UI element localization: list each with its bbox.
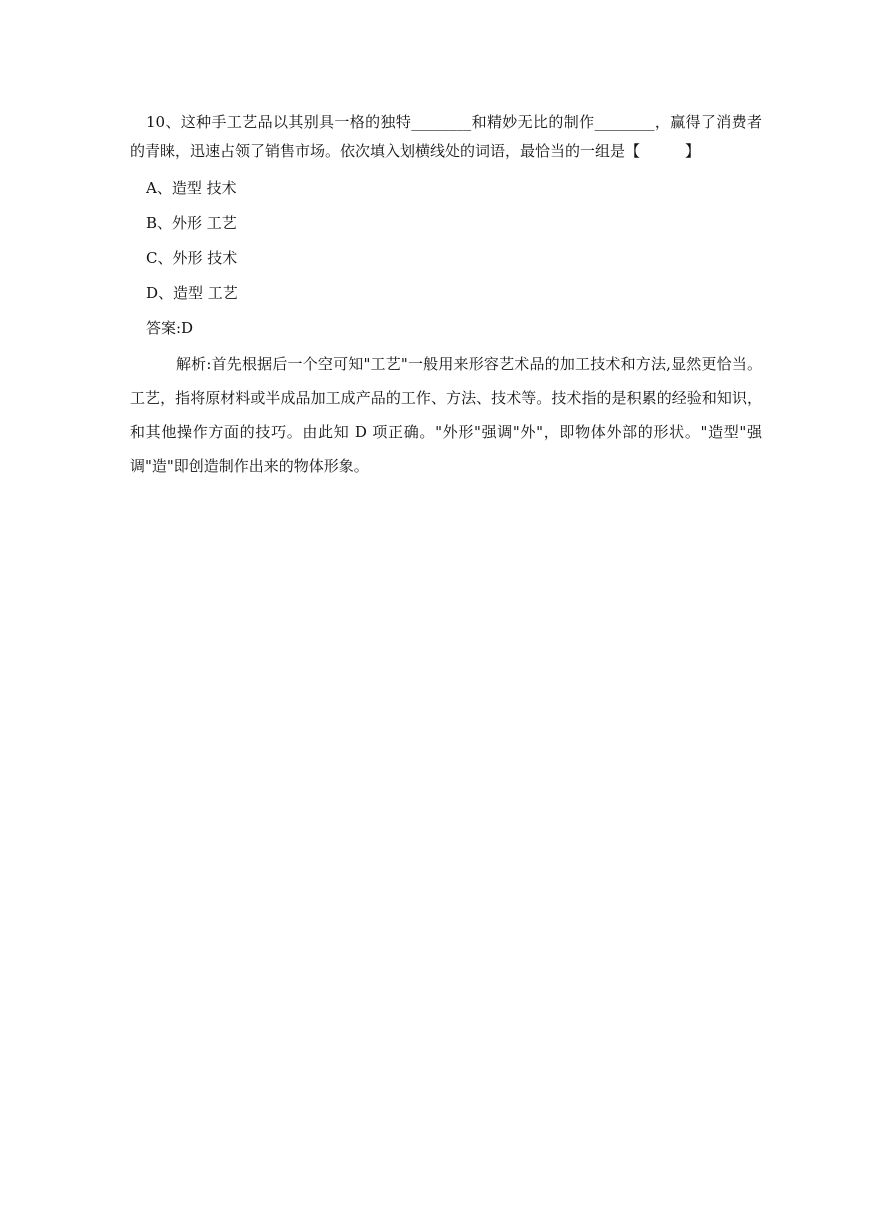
answer-text: 答案:D	[146, 319, 194, 337]
analysis-text: 解析:首先根据后一个空可知"工艺"一般用来形容艺术品的加工技术和方法,显然更恰当。工艺，指将原材料或半成品加工成产品的工作、方法、技术等。技术指的是积累的经验和知识，和其他操作方面的技巧。由此知 D 项正确。"外形"强调"外"，即物体外部的形状。"造型"强调"造"即创造制作出来的物体形象。	[130, 355, 762, 475]
option-b: B、外形 工艺	[146, 214, 237, 232]
option-a: A、造型 技术	[146, 179, 237, 197]
option-c: C、外形 技术	[146, 249, 238, 267]
question-block	[130, 108, 762, 483]
options-list	[130, 171, 762, 311]
option-d: D、造型 工艺	[146, 284, 238, 302]
question-text: 10、这种手工艺品以其别具一格的独特________和精妙无比的制作________，赢得了消费者的青睐，迅速占领了销售市场。依次填入划横线处的词语，最恰当的一组是【 】	[130, 113, 762, 160]
